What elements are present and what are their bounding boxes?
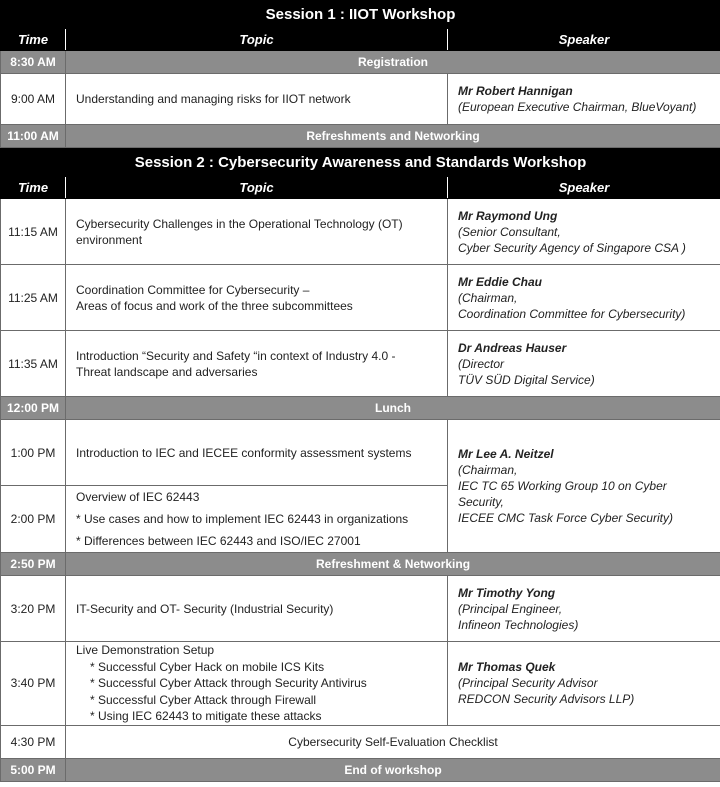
speaker-line: Cyber Security Agency of Singapore CSA ) [458,240,686,255]
time-cell: 9:00 AM [1,74,66,125]
speaker-line: (Director [458,356,505,371]
speaker-name: Mr Thomas Quek [458,660,556,675]
topic-cell [66,331,448,397]
time-cell: 4:30 PM [1,725,66,758]
topic-line: Overview of IEC 62443 [76,490,200,504]
table-row [1,199,720,265]
speaker-line: IECEE CMC Task Force Cyber Security) [458,511,673,525]
session1-title-row [1,1,720,29]
speaker-line: (Chairman, [458,290,518,305]
topic-cell [66,265,448,331]
speaker-cell [448,576,720,642]
speaker-cell [448,74,720,125]
speaker-name: Dr Andreas Hauser [458,340,567,355]
topic-line: environment [76,232,143,247]
session1-title: Session 1 : IIOT Workshop [1,1,720,29]
table-row [1,74,720,125]
speaker-info: (European Executive Chairman, BlueVoyant) [458,100,697,114]
speaker-cell [448,642,720,726]
break-row [1,125,720,148]
topic-title: Live Demonstration Setup [76,643,215,657]
speaker-name: Mr Eddie Chau [458,274,543,289]
speaker-line: TÜV SÜD Digital Service) [458,372,595,387]
table-row [1,420,720,486]
time-cell: 12:00 PM [1,397,66,420]
topic-cell [66,642,448,726]
topic-cell: IT-Security and OT- Security (Industrial Security) [66,576,448,642]
header-speaker: Speaker [448,177,720,199]
table-row [1,642,720,726]
speaker-line: (Senior Consultant, [458,224,561,239]
topic-line: * Differences between IEC 62443 and ISO/IEC 27001 [76,534,361,548]
checklist-label: Cybersecurity Self-Evaluation Checklist [66,725,720,758]
time-cell: 11:35 AM [1,331,66,397]
time-cell: 1:00 PM [1,420,66,486]
time-cell: 2:00 PM [1,486,66,553]
speaker-name: Mr Raymond Ung [458,208,558,223]
speaker-cell [448,199,720,265]
end-label: End of workshop [66,758,720,781]
time-cell: 11:00 AM [1,125,66,148]
topic-cell: Introduction to IEC and IECEE conformity assessment systems [66,420,448,486]
topic-line: Cybersecurity Challenges in the Operational Technology (OT) [76,216,403,231]
session2-header-row [1,177,720,199]
topic-item: * Successful Cyber Hack on mobile ICS Kits [90,659,325,674]
speaker-line: IEC TC 65 Working Group 10 on Cyber [458,479,667,493]
time-cell: 11:15 AM [1,199,66,265]
topic-item: * Successful Cyber Attack through Firewall [90,692,317,707]
break-label: Refreshments and Networking [66,125,720,148]
speaker-line: (Principal Engineer, [458,601,563,616]
speaker-name: Mr Timothy Yong [458,585,556,600]
speaker-line: (Principal Security Advisor [458,676,598,691]
header-topic: Topic [66,29,448,51]
time-cell: 3:40 PM [1,642,66,726]
topic-cell [66,486,448,553]
lunch-row [1,397,720,420]
session2-title-row [1,148,720,177]
topic-cell: Understanding and managing risks for IIOT network [66,74,448,125]
speaker-name: Mr Lee A. Neitzel [458,447,554,461]
speaker-line: (Chairman, [458,463,518,477]
header-speaker: Speaker [448,29,720,51]
header-topic: Topic [66,177,448,199]
topic-cell [66,199,448,265]
session1-header-row [1,29,720,51]
registration-row [1,51,720,74]
topic-line: Introduction “Security and Safety “in context of Industry 4.0 - [76,348,396,363]
break-label: Refreshment & Networking [66,553,720,576]
checklist-row [1,725,720,758]
time-cell: 3:20 PM [1,576,66,642]
time-cell: 11:25 AM [1,265,66,331]
speaker-line: Coordination Committee for Cybersecurity) [458,306,686,321]
topic-line: * Use cases and how to implement IEC 62443 in organizations [76,512,409,526]
time-cell: 8:30 AM [1,51,66,74]
header-time: Time [1,29,66,51]
speaker-cell [448,265,720,331]
topic-line: Areas of focus and work of the three subcommittees [76,298,353,313]
registration-label: Registration [66,51,720,74]
lunch-label: Lunch [66,397,720,420]
table-row [1,331,720,397]
speaker-cell [448,331,720,397]
time-cell: 2:50 PM [1,553,66,576]
speaker-line: REDCON Security Advisors LLP) [458,692,635,707]
session2-title: Session 2 : Cybersecurity Awareness and Standards Workshop [1,148,720,177]
end-row [1,758,720,781]
topic-item: * Successful Cyber Attack through Security Antivirus [90,676,367,691]
table-row [1,576,720,642]
topic-line: Threat landscape and adversaries [76,364,258,379]
topic-item: * Using IEC 62443 to mitigate these attacks [90,709,322,724]
speaker-line: Security, [458,495,504,509]
break-row [1,553,720,576]
speaker-cell [448,420,720,553]
speaker-line: Infineon Technologies) [458,617,579,632]
topic-line: Coordination Committee for Cybersecurity – [76,282,310,297]
header-time: Time [1,177,66,199]
table-row [1,265,720,331]
speaker-name: Mr Robert Hannigan [458,84,573,98]
time-cell: 5:00 PM [1,758,66,781]
